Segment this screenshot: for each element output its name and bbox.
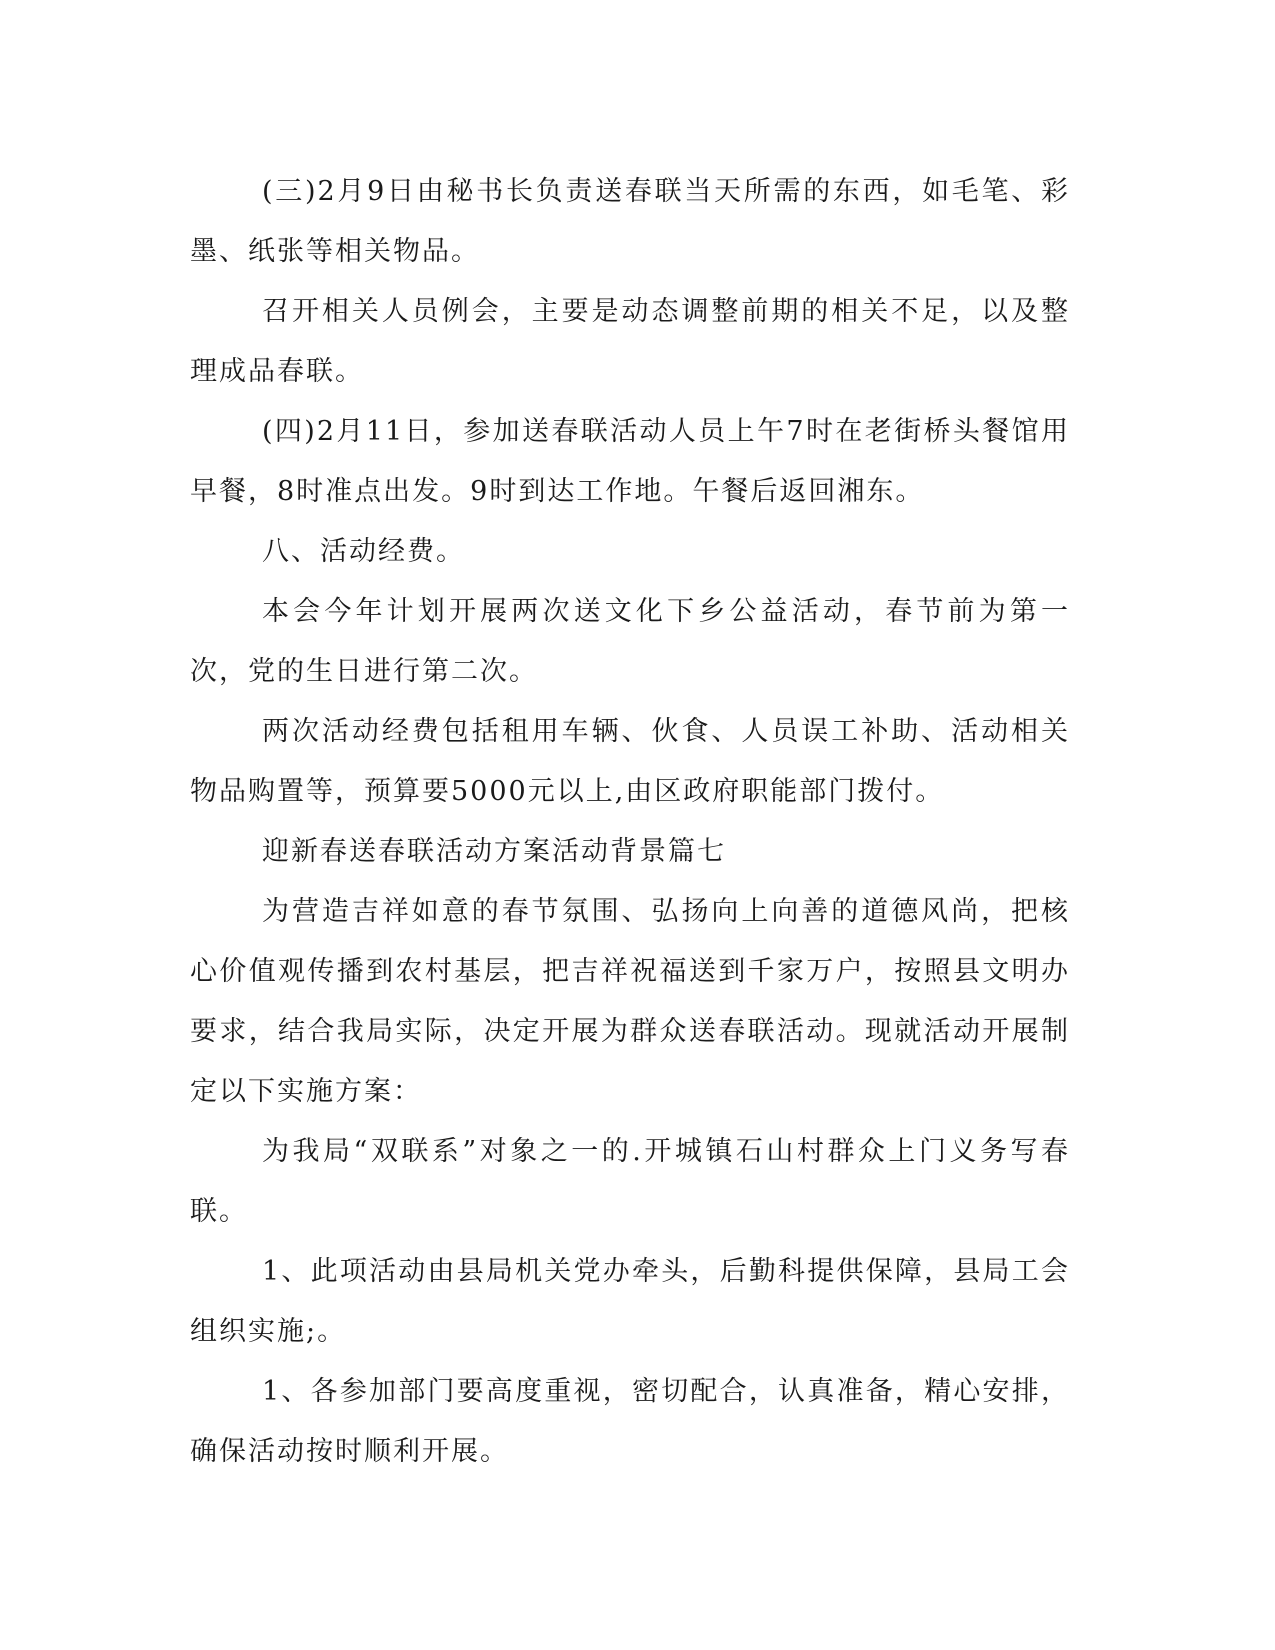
paragraph-requirements: 1、各参加部门要高度重视，密切配合，认真准备，精心安排，确保活动按时顺利开展。 <box>190 1376 1070 1467</box>
section-heading-funding: 八、活动经费。 <box>262 536 465 567</box>
paragraph-event-schedule: (四)2月11日，参加送春联活动人员上午7时在老街桥头餐馆用早餐，8时准点出发。9时到达工作地。午餐后返回湘东。 <box>190 416 1070 507</box>
document-body <box>190 162 1070 1482</box>
paragraph-budget: 两次活动经费包括租用车辆、伙食、人员误工补助、活动相关物品购置等，预算要5000元以上,由区政府职能部门拨付。 <box>190 716 1070 807</box>
paragraph-staff-meeting: 召开相关人员例会，主要是动态调整前期的相关不足，以及整理成品春联。 <box>190 296 1070 387</box>
paragraph-target-village: 为我局“双联系”对象之一的.开城镇石山村群众上门义务写春联。 <box>190 1136 1070 1227</box>
paragraph-preparation-items: (三)2月9日由秘书长负责送春联当天所需的东西，如毛笔、彩墨、纸张等相关物品。 <box>190 176 1070 267</box>
paragraph-activity-plan: 本会今年计划开展两次送文化下乡公益活动，春节前为第一次，党的生日进行第二次。 <box>190 596 1070 687</box>
section-heading-background: 迎新春送春联活动方案活动背景篇七 <box>262 836 726 867</box>
paragraph-organization: 1、此项活动由县局机关党办牵头，后勤科提供保障，县局工会组织实施;。 <box>190 1256 1070 1347</box>
paragraph-purpose: 为营造吉祥如意的春节氛围、弘扬向上向善的道德风尚，把核心价值观传播到农村基层，把吉祥祝福送到千家万户，按照县文明办要求，结合我局实际，决定开展为群众送春联活动。现就活动开展制定以下实施方案： <box>190 896 1070 1107</box>
